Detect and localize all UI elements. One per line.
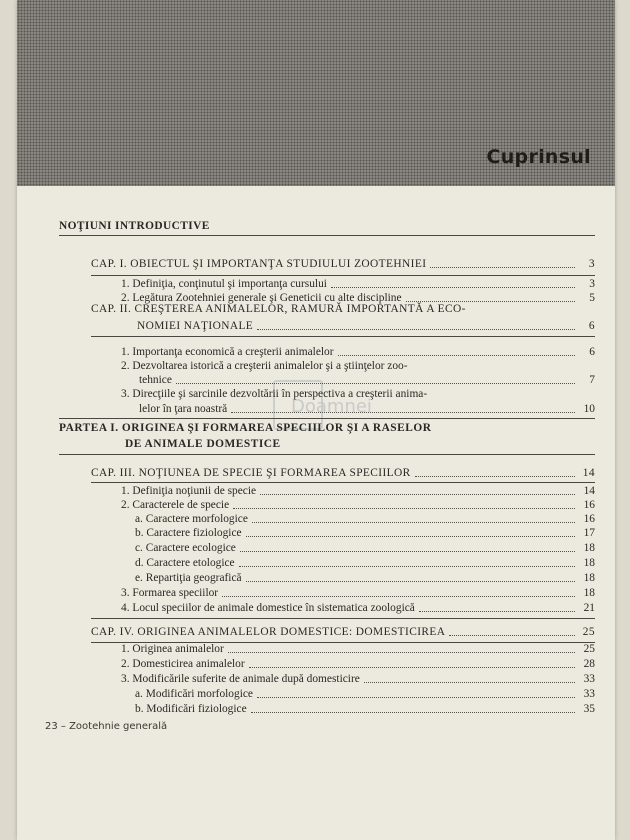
section-rule [59,418,595,419]
part-heading-line1: PARTEA I. ORIGINEA ŞI FORMAREA SPECIILOR ŞI A RASELOR [59,422,432,434]
toc-subentry[interactable]: a. Caractere morfologice 16 [135,513,595,525]
page-footer: 23 – Zootehnie generală [45,721,168,732]
toc-chapter-4[interactable]: CAP. IV. ORIGINEA ANIMALELOR DOMESTICE: DOMESTICIREA 25 [91,626,595,638]
page-number: 14 [583,485,595,497]
watermark-text: Doamnei [291,396,372,417]
toc-subentry[interactable]: c. Caractere ecologice 18 [135,542,595,554]
toc-subentry[interactable]: b. Modificări fiziologice 35 [135,703,595,715]
toc-subentry[interactable]: e. Repartiţia geografică 18 [135,572,595,584]
page-number: 6 [588,320,595,332]
toc-entry[interactable]: 2. Legătura Zootehniei generale şi Geneticii cu alte discipline 5 [121,292,595,304]
page-number: 35 [583,703,595,715]
toc-entry[interactable]: 3. Modificările suferite de animale după domesticire 33 [121,673,595,685]
toc-chapter-1[interactable]: CAP. I. OBIECTUL ŞI IMPORTANŢA STUDIULUI ZOOTEHNIEI 3 [91,258,595,270]
toc-entry[interactable]: 1. Definiţia, conţinutul şi importanţa cursului 3 [121,278,595,290]
page-number: 3 [588,258,595,270]
page-number: 18 [583,557,595,569]
page-number: 21 [583,602,595,614]
toc-subentry[interactable]: a. Modificări morfologice 33 [135,688,595,700]
page-number: 6 [589,346,595,358]
toc-entry-line1[interactable]: 3. Direcţiile şi sarcinile dezvoltării în perspectiva a creşterii anima- [121,388,428,400]
page-number: 3 [589,278,595,290]
toc-entry-line1[interactable]: 2. Dezvoltarea istorică a creşterii animalelor şi a ştiinţelor zoo- [121,360,408,372]
page-number: 18 [583,542,595,554]
section-rule [59,235,595,236]
toc-entry[interactable]: 2. Domesticirea animalelor 28 [121,658,595,670]
page-number: 28 [583,658,595,670]
page-number: 25 [583,643,595,655]
page-number: 16 [583,513,595,525]
toc-entry[interactable]: 1. Originea animalelor 25 [121,643,595,655]
toc-entry[interactable]: lelor în ţara noastră 10 [139,403,595,415]
page-number: 25 [582,626,595,638]
toc-subentry[interactable]: b. Caractere fiziologice 17 [135,527,595,539]
page-number: 7 [589,374,595,386]
page-number: 18 [583,587,595,599]
toc-chapter-3[interactable]: CAP. III. NOŢIUNEA DE SPECIE ŞI FORMAREA SPECIILOR 14 [91,467,595,479]
part-heading-line2: DE ANIMALE DOMESTICE [125,438,281,450]
toc-entry[interactable]: 1. Importanţa economică a creşterii animalelor 6 [121,346,595,358]
intro-heading: NOŢIUNI INTRODUCTIVE [59,220,210,232]
page-number: 33 [583,673,595,685]
toc-entry[interactable]: tehnice 7 [139,374,595,386]
page-number: 18 [583,572,595,584]
toc-entry[interactable]: 3. Formarea speciilor 18 [121,587,595,599]
section-rule [59,454,595,455]
chapter-rule [91,336,595,337]
toc-subentry[interactable]: d. Caractere etologice 18 [135,557,595,569]
page-number: 17 [583,527,595,539]
toc-entry[interactable]: 2. Caracterele de specie 16 [121,499,595,511]
book-page [17,0,615,840]
page-number: 10 [583,403,595,415]
toc-chapter-2[interactable]: NOMIEI NAŢIONALE 6 [137,320,595,332]
page-title: Cuprinsul [486,146,591,168]
toc-chapter-2-line1[interactable]: CAP. II. CREŞTEREA ANIMALELOR, RAMURĂ IMPORTANTĂ A ECO- [91,303,466,315]
page-number: 14 [582,467,595,479]
toc-entry[interactable]: 4. Locul speciilor de animale domestice în sistematica zoologică 21 [121,602,595,614]
page-number: 16 [583,499,595,511]
page-number: 33 [583,688,595,700]
page-number: 5 [589,292,595,304]
chapter-rule [91,618,595,619]
toc-entry[interactable]: 1. Definiţia noţiunii de specie 14 [121,485,595,497]
